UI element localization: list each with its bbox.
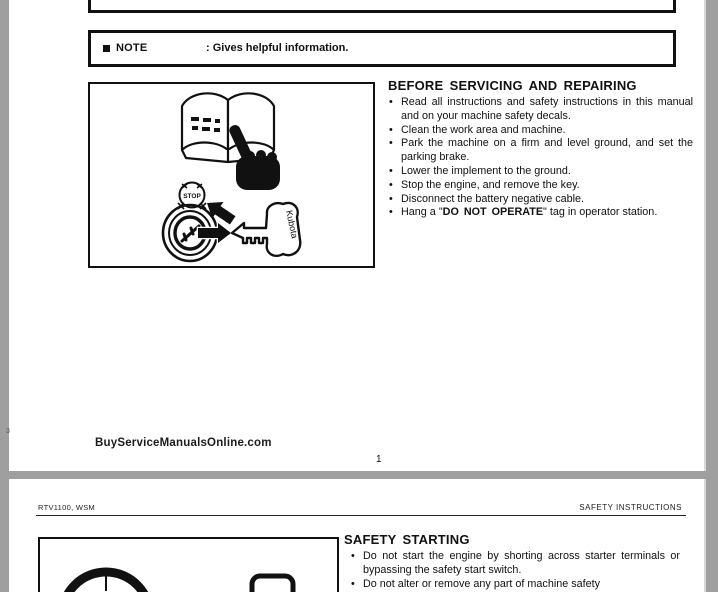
steering-wheel-partial-icon (62, 571, 150, 592)
list-item: • Stop the engine, and remove the key. (388, 179, 693, 193)
warning-definition-box-partial (88, 0, 676, 13)
list-item: • Disconnect the battery negative cable. (388, 193, 693, 207)
note-label (103, 42, 147, 54)
square-bullet-icon (103, 45, 110, 52)
section-heading: BEFORE SERVICING AND REPAIRING (388, 78, 637, 93)
hang-tag-suffix: " tag in operator station. (543, 206, 658, 219)
note-label-text: NOTE (116, 42, 148, 54)
watermark-text: BuyServiceManualsOnline.com (95, 437, 272, 449)
safety-starting-list (350, 550, 680, 591)
before-servicing-section (388, 78, 693, 220)
safety-starting-figure (38, 537, 339, 592)
chapter-title-header: SAFETY INSTRUCTIONS (579, 503, 682, 512)
safety-starting-section (344, 532, 684, 591)
switch-partial-icon (252, 576, 293, 592)
list-item: • Do not alter or remove any part of machine safety (350, 578, 680, 592)
document-id-header: RTV1100, WSM (38, 503, 96, 512)
list-item: • Clean the work area and machine. (388, 124, 693, 138)
header-rule (36, 515, 686, 516)
stop-badge-label: STOP (183, 193, 201, 200)
note-definition-box (88, 30, 676, 67)
key-brand-label: Kubota (284, 209, 300, 240)
list-item: • Lower the implement to the ground. (388, 165, 693, 179)
list-item: • Read all instructions and safety instructions in this manual and on your machine safety decals. (388, 96, 693, 124)
list-item: • Park the machine on a firm and level ground, and set the parking brake. (388, 137, 693, 165)
read-manual-figure (88, 82, 375, 268)
list-item: • Do not start the engine by shorting across starter terminals or bypassing the safety start switch. (350, 550, 680, 578)
key-icon (232, 203, 300, 256)
page-number: 1 (376, 454, 382, 465)
note-definition-text: : Gives helpful information. (206, 42, 349, 54)
safety-starting-illustration (40, 539, 337, 592)
list-item-hang-tag (388, 206, 693, 220)
do-not-operate-emphasis: DO NOT OPERATE (442, 206, 544, 219)
hang-tag-prefix: Hang a " (401, 206, 443, 219)
read-manual-illustration (90, 84, 373, 266)
before-servicing-list (388, 96, 693, 220)
manual-page-2 (9, 479, 706, 592)
section-heading: SAFETY STARTING (344, 532, 470, 547)
manual-page-1 (9, 0, 706, 471)
page-edge-mark: 3 (6, 428, 10, 435)
